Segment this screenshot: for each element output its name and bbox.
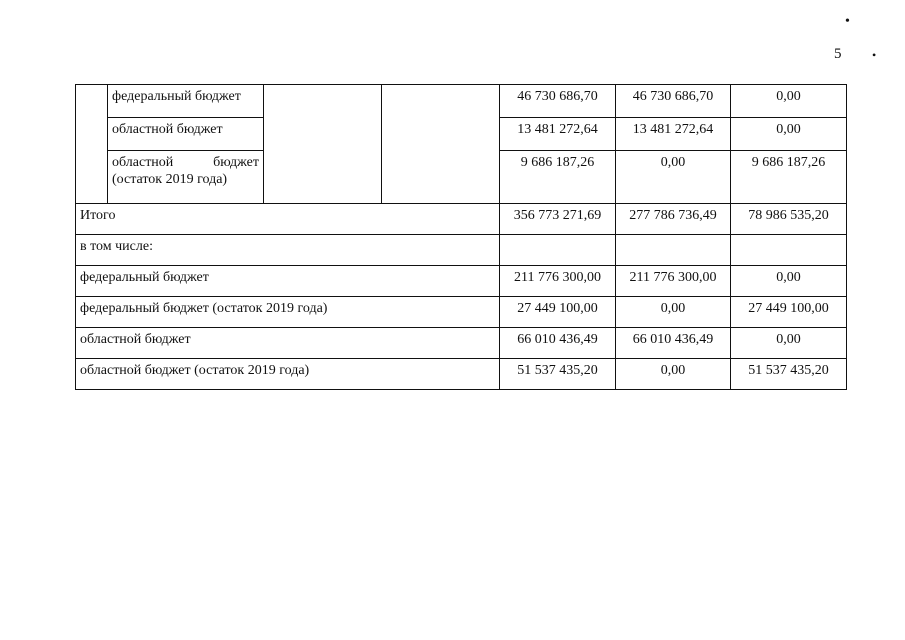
row-label: областной бюджет (остаток 2019 года) xyxy=(108,151,264,204)
cell-total xyxy=(500,235,616,266)
table-row xyxy=(76,85,847,118)
cell-col3: 9 686 187,26 xyxy=(731,151,847,204)
scan-mark-right: • xyxy=(872,48,877,62)
budget-table xyxy=(75,84,847,390)
cell-total: 66 010 436,49 xyxy=(500,328,616,359)
table-row xyxy=(76,235,847,266)
cell-col2: 0,00 xyxy=(616,359,731,390)
cell-col2: 0,00 xyxy=(616,297,731,328)
cell-col2: 0,00 xyxy=(616,151,731,204)
table-row xyxy=(76,297,847,328)
empty-cell xyxy=(382,85,500,204)
cell-total: 356 773 271,69 xyxy=(500,204,616,235)
cell-col3: 78 986 535,20 xyxy=(731,204,847,235)
cell-col3: 0,00 xyxy=(731,118,847,151)
row-label: федеральный бюджет xyxy=(108,85,264,118)
cell-col2: 66 010 436,49 xyxy=(616,328,731,359)
page-number: 5 xyxy=(834,46,842,62)
table-row xyxy=(76,204,847,235)
scan-mark-top: • xyxy=(845,14,850,29)
row-label: в том числе: xyxy=(76,235,500,266)
cell-col3: 0,00 xyxy=(731,266,847,297)
cell-col3: 27 449 100,00 xyxy=(731,297,847,328)
empty-cell xyxy=(264,85,382,204)
row-label: областной бюджет (остаток 2019 года) xyxy=(76,359,500,390)
table-row xyxy=(76,359,847,390)
cell-col3: 51 537 435,20 xyxy=(731,359,847,390)
indent-cell xyxy=(76,85,108,204)
row-label: областной бюджет xyxy=(108,118,264,151)
table-row xyxy=(76,328,847,359)
cell-total: 27 449 100,00 xyxy=(500,297,616,328)
cell-col2: 13 481 272,64 xyxy=(616,118,731,151)
cell-total: 51 537 435,20 xyxy=(500,359,616,390)
cell-col2: 211 776 300,00 xyxy=(616,266,731,297)
row-label: федеральный бюджет xyxy=(76,266,500,297)
cell-col3: 0,00 xyxy=(731,85,847,118)
row-label: федеральный бюджет (остаток 2019 года) xyxy=(76,297,500,328)
cell-col3: 0,00 xyxy=(731,328,847,359)
cell-total: 13 481 272,64 xyxy=(500,118,616,151)
cell-col2: 277 786 736,49 xyxy=(616,204,731,235)
cell-total: 211 776 300,00 xyxy=(500,266,616,297)
cell-total: 46 730 686,70 xyxy=(500,85,616,118)
cell-col2: 46 730 686,70 xyxy=(616,85,731,118)
cell-total: 9 686 187,26 xyxy=(500,151,616,204)
cell-col3 xyxy=(731,235,847,266)
cell-col2 xyxy=(616,235,731,266)
row-label: областной бюджет xyxy=(76,328,500,359)
row-label: Итого xyxy=(76,204,500,235)
table-row xyxy=(76,266,847,297)
